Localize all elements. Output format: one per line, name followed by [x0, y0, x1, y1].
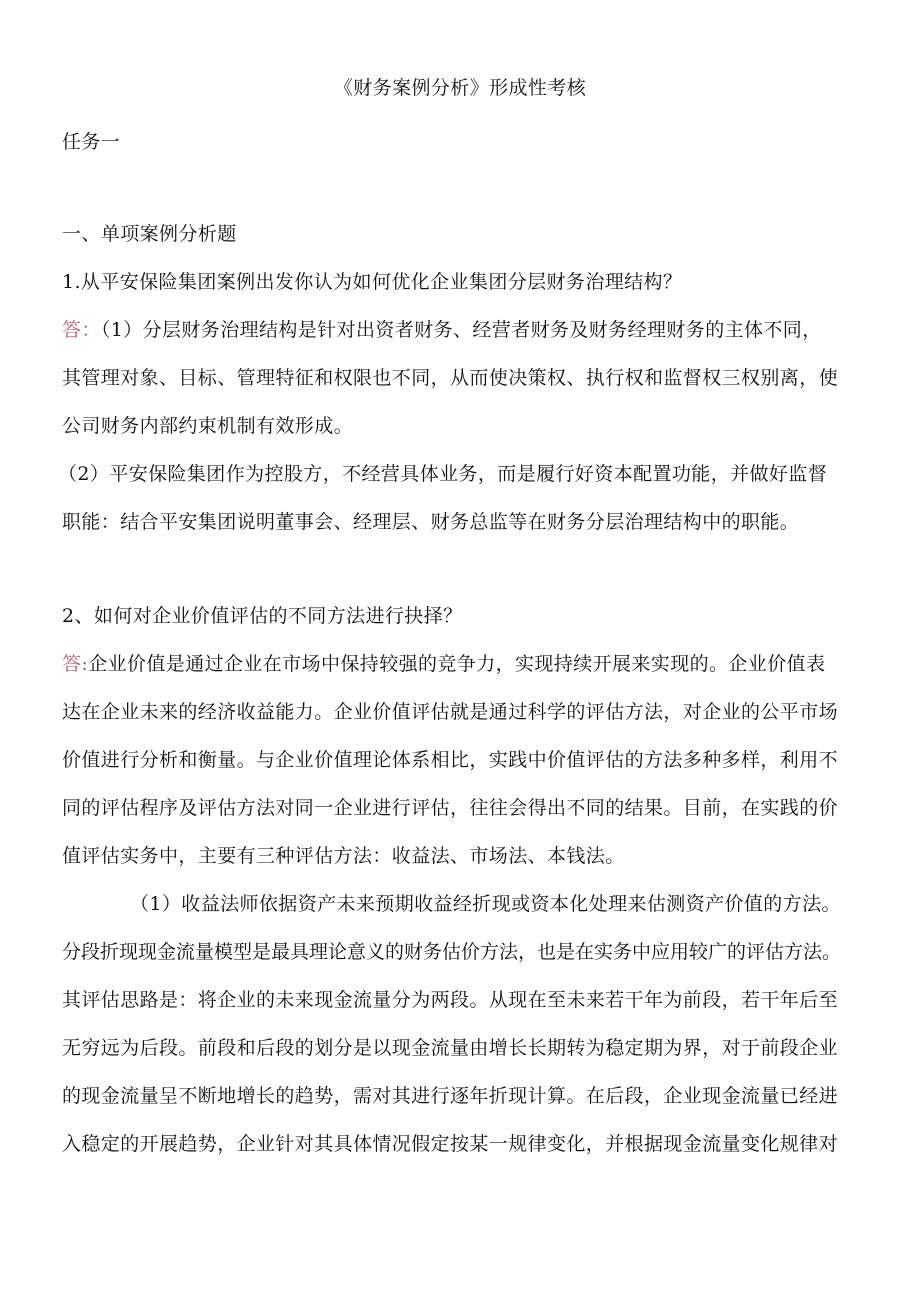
- answer-1-label: 答：: [62, 319, 101, 341]
- answer-2-text: 企业价值是通过企业在市场中保持较强的竞争力，实现持续开展来实现的。企业价值表: [88, 653, 826, 675]
- answer-2-line-11: 入稳定的开展趋势，企业针对其具体情况假定按某一规律变化，并根据现金流量变化规律对: [62, 1133, 839, 1155]
- answer-2-line-9: 无穷远为后段。前段和后段的划分是以现金流量由增长长期转为稳定期为界，对于前段企业: [62, 1037, 839, 1059]
- answer-2-line-10: 的现金流量呈不断地增长的趋势，需对其进行逐年折现计算。在后段，企业现金流量已经进: [62, 1085, 839, 1107]
- answer-2-line-8: 其评估思路是：将企业的未来现金流量分为两段。从现在至未来若干年为前段，若干年后至: [62, 989, 839, 1011]
- answer-1-line-3: 公司财务内部约束机制有效形成。: [62, 415, 354, 437]
- answer-1-line-2: 其管理对象、目标、管理特征和权限也不同，从而使决策权、执行权和监督权三权别离，使: [62, 367, 839, 389]
- answer-2-line-3: 价值进行分析和衡量。与企业价值理论体系相比，实践中价值评估的方法多种多样，利用不: [62, 749, 839, 771]
- question-2: 2、如何对企业价值评估的不同方法进行抉择？: [62, 605, 463, 627]
- section-heading: 一、单项案例分析题: [62, 223, 237, 245]
- question-1: 1.从平安保险集团案例出发你认为如何优化企业集团分层财务治理结构？: [62, 271, 683, 293]
- document-title: 《财务案例分析》形成性考核: [333, 77, 587, 99]
- answer-1-line-5: 职能：结合平安集团说明董事会、经理层、财务总监等在财务分层治理结构中的职能。: [62, 511, 800, 533]
- task-heading: 任务一: [62, 131, 121, 153]
- answer-1-text: （1）分层财务治理结构是针对出资者财务、经营者财务及财务经理财务的主体不同，: [100, 319, 822, 341]
- answer-2-line-6: （1）收益法师依据资产未来预期收益经折现或资本化处理来估测资产价值的方法。: [130, 893, 841, 915]
- answer-1-line-1: [62, 318, 862, 342]
- answer-1-line-4: （2）平安保险集团作为控股方，不经营具体业务，而是履行好资本配置功能，并做好监督: [58, 463, 828, 485]
- answer-2-line-4: 同的评估程序及评估方法对同一企业进行评估，往往会得出不同的结果。目前，在实践的价: [62, 797, 839, 819]
- answer-2-line-1: [62, 652, 862, 676]
- answer-2-line-5: 值评估实务中，主要有三种评估方法：收益法、市场法、本钱法。: [62, 845, 625, 867]
- answer-2-line-2: 达在企业未来的经济收益能力。企业价值评估就是通过科学的评估方法，对企业的公平市场: [62, 701, 839, 723]
- answer-2-line-7: 分段折现现金流量模型是最具理论意义的财务估价方法，也是在实务中应用较广的评估方法。: [62, 941, 842, 963]
- answer-2-label: 答:: [62, 653, 89, 675]
